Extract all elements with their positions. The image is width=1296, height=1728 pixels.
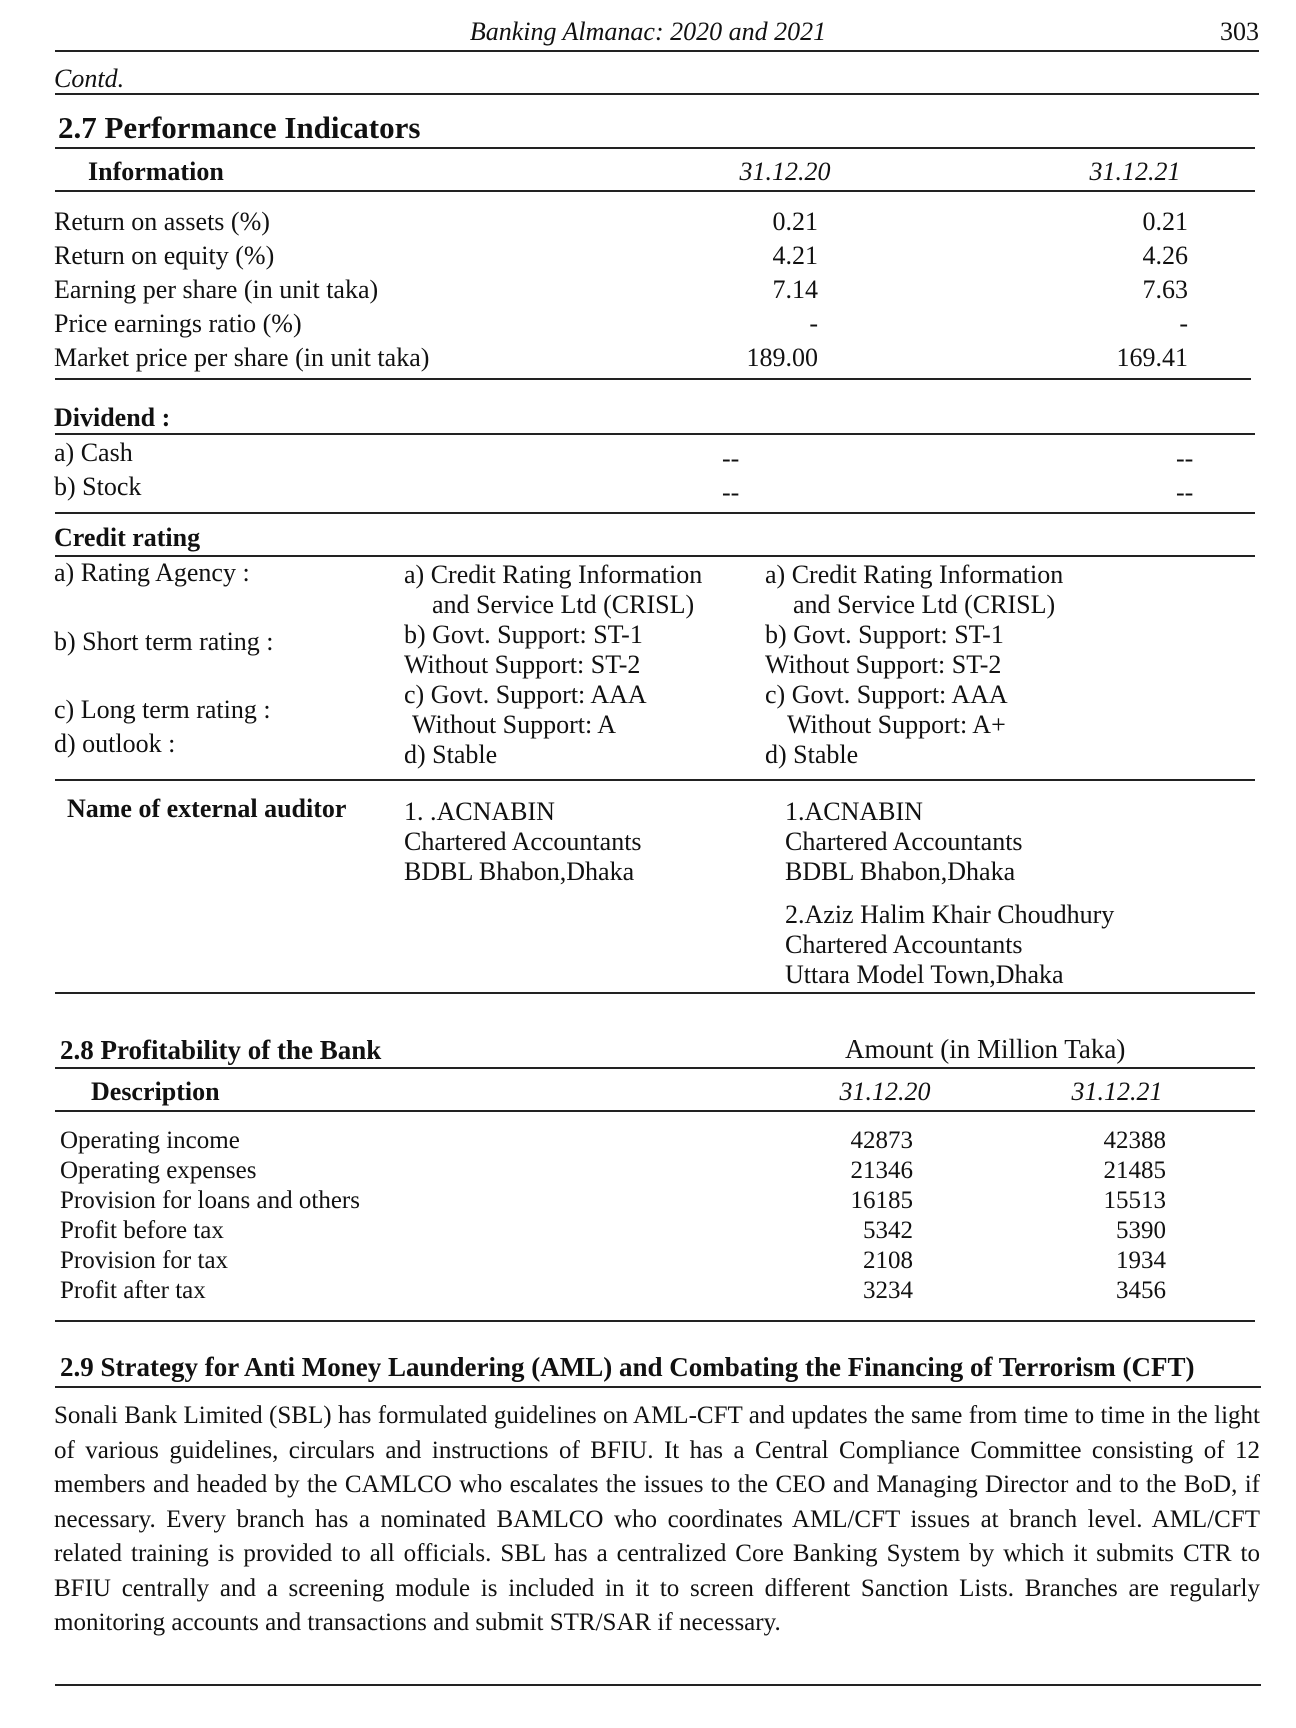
dividend-values-2020 (722, 442, 739, 510)
page-number: 303 (1220, 17, 1259, 46)
profit-value: 5390 (1116, 1217, 1166, 1244)
auditor-line: 2.Aziz Halim Khair Choudhury (785, 900, 1115, 929)
auditor-line: BDBL Bhabon,Dhaka (785, 857, 1016, 886)
dividend-label: b) Stock (54, 472, 142, 501)
rule (55, 1320, 1255, 1322)
profit-label: Provision for loans and others (60, 1187, 360, 1214)
profit-label: Operating income (60, 1127, 240, 1154)
indicator-value: 0.21 (772, 207, 818, 236)
indicator-value: 7.14 (772, 275, 818, 304)
running-title (0, 15, 1296, 49)
bottom-rule (55, 1684, 1261, 1686)
profit-value: 42873 (850, 1127, 913, 1154)
section-2-8-heading: 2.8 Profitability of the Bank (60, 1035, 382, 1065)
profit-value: 1934 (1116, 1247, 1166, 1274)
dividend-value: -- (722, 444, 740, 473)
rule (55, 779, 1255, 781)
auditor-line: Uttara Model Town,Dhaka (785, 960, 1064, 989)
indicator-label: Market price per share (in unit taka) (54, 343, 430, 372)
auditor-line: Chartered Accountants (404, 827, 642, 856)
dividend-labels (54, 436, 141, 504)
contd-label: Contd. (54, 64, 125, 93)
outlook-label: d) outlook : (54, 729, 176, 758)
profit-values-2020 (800, 1126, 913, 1306)
indicator-label: Return on equity (%) (54, 241, 275, 270)
long-term-rating-label: c) Long term rating : (54, 695, 271, 724)
credit-line: c) Govt. Support: AAA (765, 680, 1008, 709)
profit-label: Profit before tax (60, 1217, 224, 1244)
auditor-line: Chartered Accountants (785, 930, 1023, 959)
profit-value: 3234 (863, 1277, 913, 1304)
profit-labels (60, 1126, 360, 1306)
indicator-values-2021 (1080, 205, 1188, 375)
profit-value: 5342 (863, 1217, 913, 1244)
col-information: Information (88, 157, 224, 186)
col-2020: 31.12.20 (739, 157, 831, 186)
auditor-2020 (404, 795, 642, 885)
col-2021: 31.12.21 (1071, 1077, 1163, 1106)
dividend-value: -- (1176, 478, 1194, 507)
credit-line: d) Stable (404, 740, 498, 769)
profit-values-2021 (1040, 1126, 1166, 1306)
rule (55, 1110, 1255, 1112)
credit-rating-2020 (404, 558, 702, 768)
credit-line: a) Credit Rating Information (404, 560, 703, 589)
short-term-rating-label: b) Short term rating : (54, 627, 274, 656)
dividend-heading: Dividend : (54, 403, 171, 432)
indicator-value: - (809, 309, 818, 338)
indicator-value: 189.00 (746, 343, 818, 372)
auditor-line: 1.ACNABIN (785, 797, 923, 826)
credit-line: b) Govt. Support: ST-1 (765, 620, 1004, 649)
indicator-value: - (1179, 309, 1188, 338)
aml-cft-paragraph: Sonali Bank Limited (SBL) has formulated guidelines on AML-CFT and updates the same from time to time in the light of various guidelines, circulars and instructions of BFIU. It has a Central Compliance Committee consisting of 12 members and headed by the CAMLCO who escalates the issues to the CEO and Managing Director and to the BoD, if necessary. Every branch has a nominated BAMLCO who coordinates AML/CFT issues at branch level. AML/CFT related training is provided to all officials. SBL has a centralized Core Banking System by which it submits CTR to BFIU centrally and a screening module is included in it to screen different Sanction Lists. Branches are regularly monitoring accounts and transactions and submit STR/SAR if necessary. (54, 1402, 1260, 1636)
credit-line: Without Support: A (412, 710, 617, 739)
col-2021: 31.12.21 (1089, 157, 1181, 186)
amount-unit-label: Amount (in Million Taka) (845, 1034, 1126, 1064)
profit-value: 42388 (1103, 1127, 1166, 1154)
profit-label: Profit after tax (60, 1277, 206, 1304)
indicator-value: 4.21 (772, 241, 818, 270)
auditor-line: 1. .ACNABIN (404, 797, 555, 826)
section-2-9-heading: 2.9 Strategy for Anti Money Laundering (AML) and Combating the Financing of Terrorism (CFT) (60, 1352, 1195, 1382)
rule (55, 433, 1255, 435)
credit-line: and Service Ltd (CRISL) (432, 590, 695, 619)
section-2-7-heading: 2.7 Performance Indicators (58, 110, 421, 145)
profit-value: 21346 (850, 1157, 913, 1184)
indicator-value: 7.63 (1142, 275, 1188, 304)
rule (55, 1386, 1261, 1388)
profit-value: 2108 (863, 1247, 913, 1274)
col-description: Description (91, 1077, 220, 1106)
rule (55, 992, 1255, 994)
indicator-labels (54, 205, 429, 375)
profit-value: 15513 (1103, 1187, 1166, 1214)
credit-line: a) Credit Rating Information (765, 560, 1064, 589)
rule (55, 378, 1251, 380)
indicator-label: Return on assets (%) (54, 207, 270, 236)
credit-line: d) Stable (765, 740, 859, 769)
profit-label: Provision for tax (60, 1247, 229, 1274)
dividend-values-2021 (1176, 442, 1193, 510)
profit-label: Operating expenses (60, 1157, 257, 1184)
rule (55, 512, 1255, 514)
auditor-2021-first (785, 795, 1023, 885)
credit-line: Without Support: A+ (787, 710, 1006, 739)
profit-value: 21485 (1103, 1157, 1166, 1184)
profit-value: 3456 (1116, 1277, 1166, 1304)
auditor-2021-second (785, 898, 1114, 988)
dividend-value: -- (722, 478, 740, 507)
running-title-text: Banking Almanac: 2020 and 2021 (469, 17, 827, 46)
indicator-label: Earning per share (in unit taka) (54, 275, 379, 304)
rule (55, 93, 1259, 95)
indicator-value: 169.41 (1116, 343, 1188, 372)
dividend-label: a) Cash (54, 438, 133, 467)
rule (55, 147, 1255, 149)
auditor-line: BDBL Bhabon,Dhaka (404, 857, 635, 886)
credit-line: Without Support: ST-2 (404, 650, 641, 679)
rating-agency-label: a) Rating Agency : (54, 558, 250, 587)
credit-line: b) Govt. Support: ST-1 (404, 620, 643, 649)
profit-value: 16185 (850, 1187, 913, 1214)
dividend-value: -- (1176, 444, 1194, 473)
indicator-values-2020 (700, 205, 818, 375)
indicator-label: Price earnings ratio (%) (54, 309, 302, 338)
external-auditor-label: Name of external auditor (67, 794, 347, 823)
header-rule (55, 50, 1259, 52)
credit-line: c) Govt. Support: AAA (404, 680, 647, 709)
credit-line: Without Support: ST-2 (765, 650, 1002, 679)
indicator-value: 4.26 (1142, 241, 1188, 270)
auditor-line: Chartered Accountants (785, 827, 1023, 856)
credit-line: and Service Ltd (CRISL) (793, 590, 1056, 619)
col-2020: 31.12.20 (839, 1077, 931, 1106)
rule (55, 190, 1255, 192)
rule (55, 1067, 1255, 1069)
indicator-value: 0.21 (1142, 207, 1188, 236)
credit-rating-2021 (765, 558, 1063, 768)
credit-rating-heading: Credit rating (54, 523, 201, 552)
